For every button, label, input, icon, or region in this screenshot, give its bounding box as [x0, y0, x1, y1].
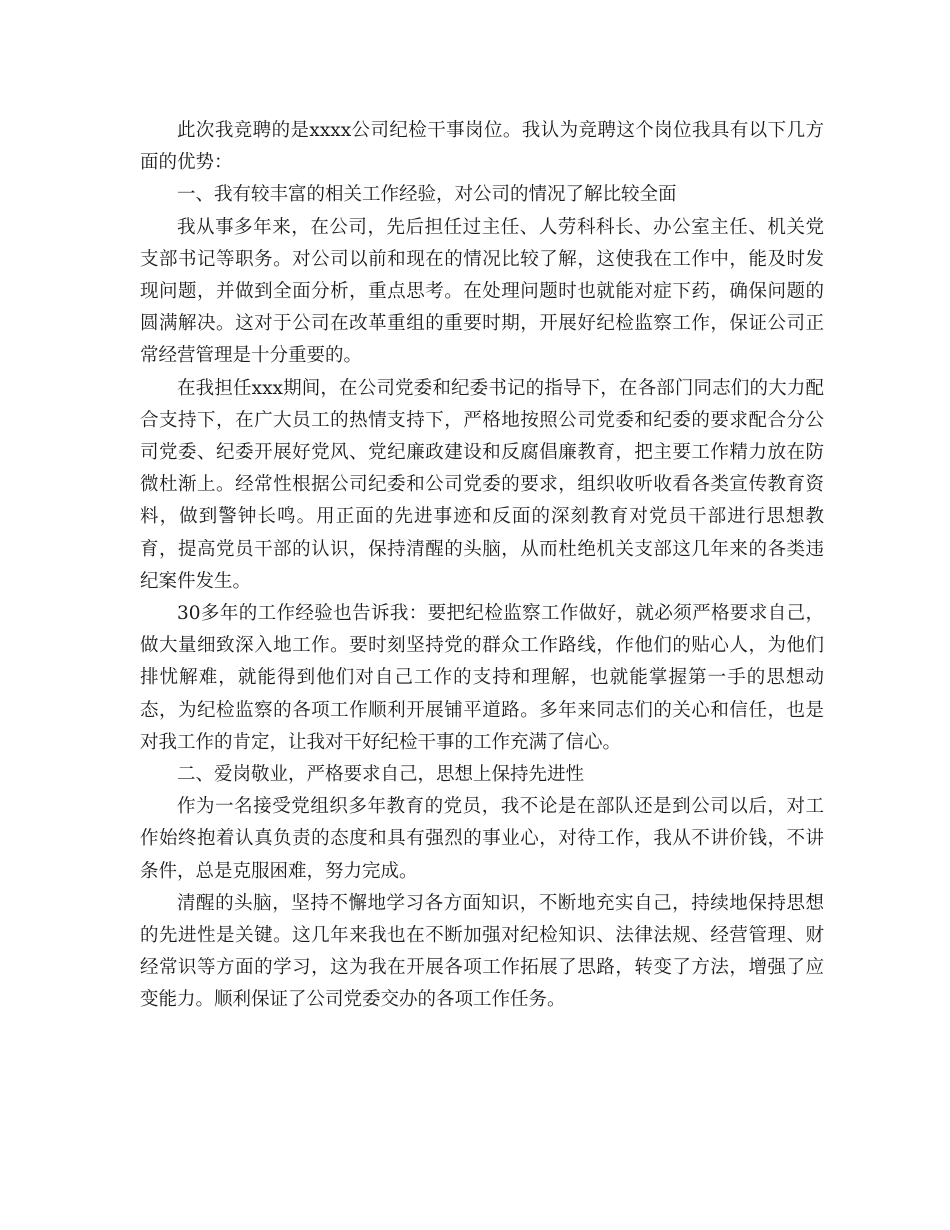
paragraph-party-member: 作为一名接受党组织多年教育的党员，我不论是在部队还是到公司以后，对工作始终抱着认真负责的态度和具有强烈的事业心，对待工作，我从不讲价钱，不讲条件，总是克服困难，努力完成。: [140, 796, 824, 882]
section-heading-2: 二、爱岗敬业，严格要求自己，思想上保持先进性: [177, 764, 585, 786]
section-heading-1: 一、我有较丰富的相关工作经验，对公司的情况了解比较全面: [177, 184, 677, 206]
document-page: [140, 115, 824, 1017]
paragraph-learning: 清醒的头脑，坚持不懈地学习各方面知识，不断地充实自己，持续地保持思想的先进性是关键。这几年来我也在不断加强对纪检知识、法律法规、经营管理、财经常识等方面的学习，这为我在开展各项工作拓展了思路，转变了方法，增强了应变能力。顺利保证了公司党委交办的各项工作任务。: [140, 892, 824, 1011]
paragraph-thirty-years: 30多年的工作经验也告诉我：要把纪检监察工作做好，就必须严格要求自己，做大量细致深入地工作。要时刻坚持党的群众工作路线，作他们的贴心人，为他们排忧解难，就能得到他们对自己工作的支持和理解，也就能掌握第一手的思想动态，为纪检监察的各项工作顺利开展铺平道路。多年来同志们的关心和信任，也是对我工作的肯定，让我对干好纪检干事的工作充满了信心。: [140, 603, 824, 753]
paragraph-tenure: 在我担任xxx期间，在公司党委和纪委书记的指导下，在各部门同志们的大力配合支持下，在广大员工的热情支持下，严格地按照公司党委和纪委的要求配合分公司党委、纪委开展好党风、党纪廉政建设和反腐倡廉教育，把主要工作精力放在防微杜渐上。经常性根据公司纪委和公司党委的要求，组织收听收看各类宣传教育资料，做到警钟长鸣。用正面的先进事迹和反面的深刻教育对党员干部进行思想教育，提高党员干部的认识，保持清醒的头脑，从而杜绝机关支部这几年来的各类违纪案件发生。: [140, 377, 824, 592]
paragraph-experience: 我从事多年来，在公司，先后担任过主任、人劳科科长、办公室主任、机关党支部书记等职务。对公司以前和现在的情况比较了解，这使我在工作中，能及时发现问题，并做到全面分析，重点思考。在处理问题时也就能对症下药，确保问题的圆满解决。这对于公司在改革重组的重要时期，开展好纪检监察工作，保证公司正常经营管理是十分重要的。: [140, 216, 824, 367]
paragraph-intro: 此次我竞聘的是xxxx公司纪检干事岗位。我认为竞聘这个岗位我具有以下几方面的优势：: [140, 120, 824, 174]
